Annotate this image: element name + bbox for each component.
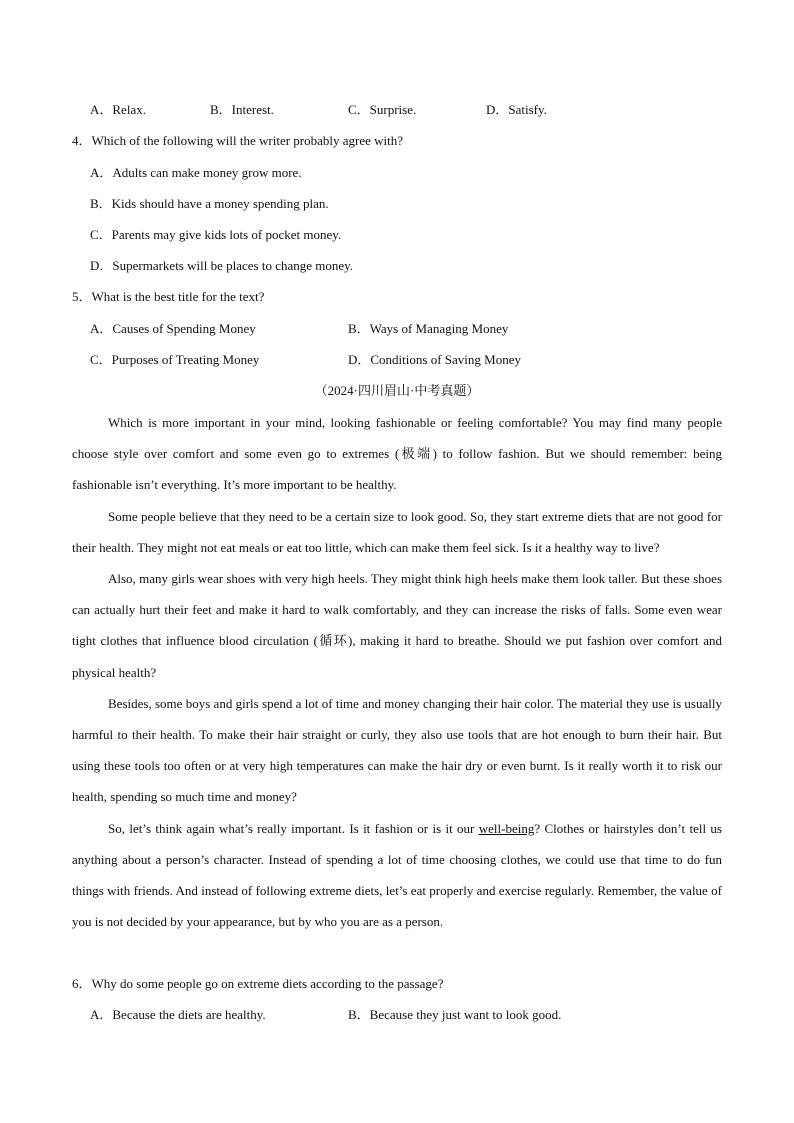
q5-option-c: C．Purposes of Treating Money xyxy=(90,352,260,367)
q3-option-d: D．Satisfy. xyxy=(486,102,547,117)
passage-paragraph-5 xyxy=(72,813,722,938)
q5-stem: 5．What is the best title for the text? xyxy=(72,289,265,304)
source-heading: （2024·四川眉山·中考真题） xyxy=(314,383,480,398)
q4-option-b: B．Kids should have a money spending plan. xyxy=(90,196,329,211)
passage-paragraph-1: Which is more important in your mind, looking fashionable or feeling comfortable? You may find many people choose style over comfort and some even go to extremes (极端) to follow fashion. But we should remember: being fashionable isn’t everything. It’s more important to be healthy. xyxy=(72,415,722,493)
underlined-word-well-being: well-being xyxy=(478,820,535,836)
q4-option-d: D．Supermarkets will be places to change money. xyxy=(90,258,354,273)
q3-option-b: B．Interest. xyxy=(210,102,274,117)
passage-paragraph-3: Also, many girls wear shoes with very high heels. They might think high heels make them look taller. But these shoes can actually hurt their feet and make it hard to walk comfortably, and they can increase the risks of falls. Some even wear tight clothes that influence blood circulation (循环), making it hard to breathe. Should we put fashion over comfort and physical health? xyxy=(72,571,722,680)
q5-option-a: A．Causes of Spending Money xyxy=(90,321,256,336)
q5-option-d: D．Conditions of Saving Money xyxy=(348,352,521,367)
reading-passage xyxy=(72,407,722,937)
p5-text-before: So, let’s think again what’s really important. Is it fashion or is it our xyxy=(108,820,479,836)
q4-stem: 4．Which of the following will the writer probably agree with? xyxy=(72,133,404,148)
q3-option-c: C．Surprise. xyxy=(348,102,417,117)
p5-text-after: ? Clothes or hairstyles don’t tell us anything about a person’s character. Instead of spending a lot of time choosing clothes, we could use that time to do fun things with friends. And instead of following extreme diets, let’s eat properly and exercise regularly. Remember, the value of you is not decided by your appearance, but by who you are as a person. xyxy=(72,820,722,930)
q3-option-a: A．Relax. xyxy=(90,102,146,117)
q6-option-b: B．Because they just want to look good. xyxy=(348,1007,562,1022)
q5-option-b: B．Ways of Managing Money xyxy=(348,321,509,336)
q4-option-c: C．Parents may give kids lots of pocket money. xyxy=(90,227,342,242)
q4-option-a: A．Adults can make money grow more. xyxy=(90,165,302,180)
q6-option-a: A．Because the diets are healthy. xyxy=(90,1007,266,1022)
q6-stem: 6．Why do some people go on extreme diets according to the passage? xyxy=(72,976,444,991)
passage-paragraph-4: Besides, some boys and girls spend a lot of time and money changing their hair color. The material they use is usually harmful to their health. To make their hair straight or curly, they also use tools that are hot enough to burn their hair. But using these tools too often or at very high temperatures can make the hair dry or even burnt. Is it really worth it to risk our health, spending so much time and money? xyxy=(72,695,722,805)
passage-paragraph-2: Some people believe that they need to be a certain size to look good. So, they start extreme diets that are not good for their health. They might not eat meals or eat too little, which can make them feel sick. Is it a healthy way to live? xyxy=(72,508,722,555)
